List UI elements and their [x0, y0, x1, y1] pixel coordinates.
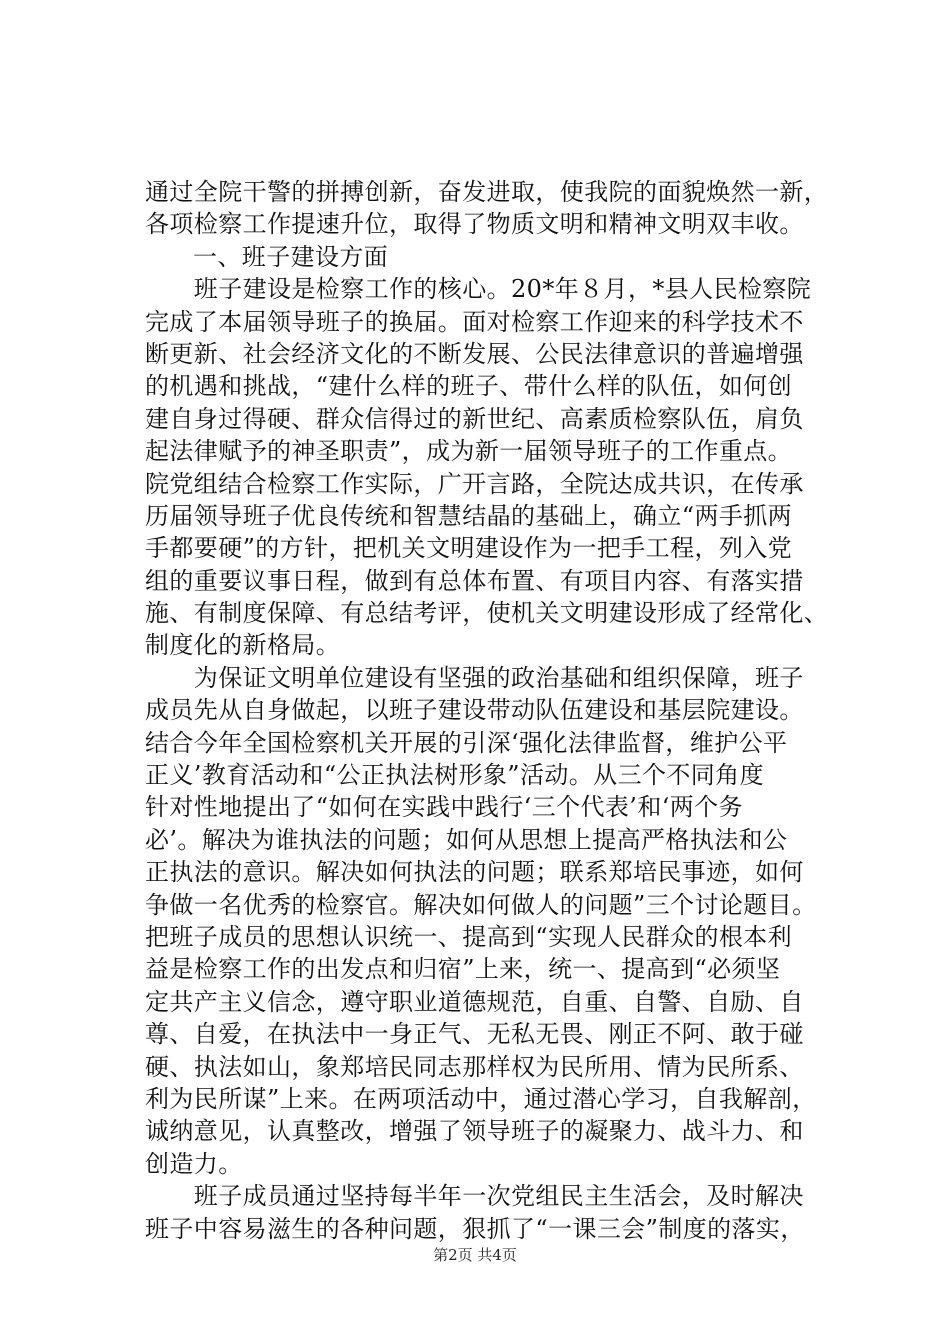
text-line: 硬、执法如山，象郑培民同志那样权为民所用、情为民所系、 — [145, 1052, 804, 1081]
text-line: 利为民所谋”上来。在两项活动中，通过潜心学习，自我解剖， — [145, 1084, 817, 1113]
text-line: 制度化的新格局。 — [145, 631, 341, 660]
text-line: 益是检察工作的出发点和归宿”上来，统一、提高到“必须坚 — [145, 955, 781, 984]
text-line: 建自身过得硬、群众信得过的新世纪、高素质检察队伍，肩负 — [145, 404, 804, 433]
text-line: 争做一名优秀的检察官。解决如何做人的问题”三个讨论题目。 — [145, 890, 817, 919]
text-line: 诚纳意见，认真整改，增强了领导班子的凝聚力、战斗力、和 — [145, 1117, 804, 1146]
text-line: 完成了本届领导班子的换届。面对检察工作迎来的科学技术不 — [145, 307, 804, 336]
text-line: 院党组结合检察工作实际，广开言路，全院达成共识，在传承 — [145, 469, 804, 498]
text-line: 为保证文明单位建设有坚强的政治基础和组织保障，班子 — [145, 663, 804, 692]
text-line: 班子成员通过坚持每半年一次党组民主生活会，及时解决 — [145, 1182, 804, 1211]
document-body — [145, 176, 845, 1245]
text-line: 历届领导班子优良传统和智慧结晶的基础上，确立“两手抓两 — [145, 501, 793, 530]
text-line: 手都要硬”的方针，把机关文明建设作为一把手工程，列入党 — [145, 534, 793, 563]
text-line: 定共产主义信念，遵守职业道德规范，自重、自警、自励、自 — [145, 987, 804, 1016]
text-line: 尊、自爱，在执法中一身正气、无私无畏、刚正不阿、敢于碰 — [145, 1020, 804, 1049]
text-line: 断更新、社会经济文化的不断发展、公民法律意识的普遍增强 — [145, 339, 804, 368]
text-line: 必’。解决为谁执法的问题；如何从思想上提高严格执法和公 — [145, 825, 788, 854]
text-line: 结合今年全国检察机关开展的引深‘强化法律监督，维护公平 — [145, 728, 788, 757]
text-line: 班子中容易滋生的各种问题，狠抓了“一课三会”制度的落实， — [145, 1214, 805, 1243]
text-line: 创造力。 — [145, 1149, 243, 1178]
text-line: 班子建设是检察工作的核心。20*年８月，*县人民检察院 — [145, 275, 812, 304]
text-line: 通过全院干警的拼搏创新，奋发进取，使我院的面貌焕然一新， — [145, 178, 829, 206]
text-line: 施、有制度保障、有总结考评，使机关文明建设形成了经常化、 — [145, 599, 829, 628]
page-number-footer: 第2页 共4页 — [433, 1246, 517, 1264]
text-line: 成员先从自身做起，以班子建设带动队伍建设和基层院建设。 — [145, 696, 804, 725]
text-line: 正执法的意识。解决如何执法的问题；联系郑培民事迹，如何 — [145, 858, 804, 887]
text-line: 正义’教育活动和“公正执法树形象”活动。从三个不同角度 — [145, 761, 764, 790]
section-heading: 一、班子建设方面 — [193, 242, 389, 271]
text-line: 起法律赋予的神圣职责”，成为新一届领导班子的工作重点。 — [145, 437, 793, 466]
text-line: 把班子成员的思想认识统一、提高到“实现人民群众的根本利 — [145, 922, 793, 951]
text-line: 组的重要议事日程，做到有总体布置、有项目内容、有落实措 — [145, 566, 804, 595]
text-line: 各项检察工作提速升位，取得了物质文明和精神文明双丰收。 — [145, 210, 804, 239]
text-line: 针对性地提出了“如何在实践中践行‘三个代表’和‘两个务 — [145, 793, 743, 822]
text-line: 的机遇和挑战，“建什么样的班子、带什么样的队伍，如何创 — [145, 372, 793, 401]
